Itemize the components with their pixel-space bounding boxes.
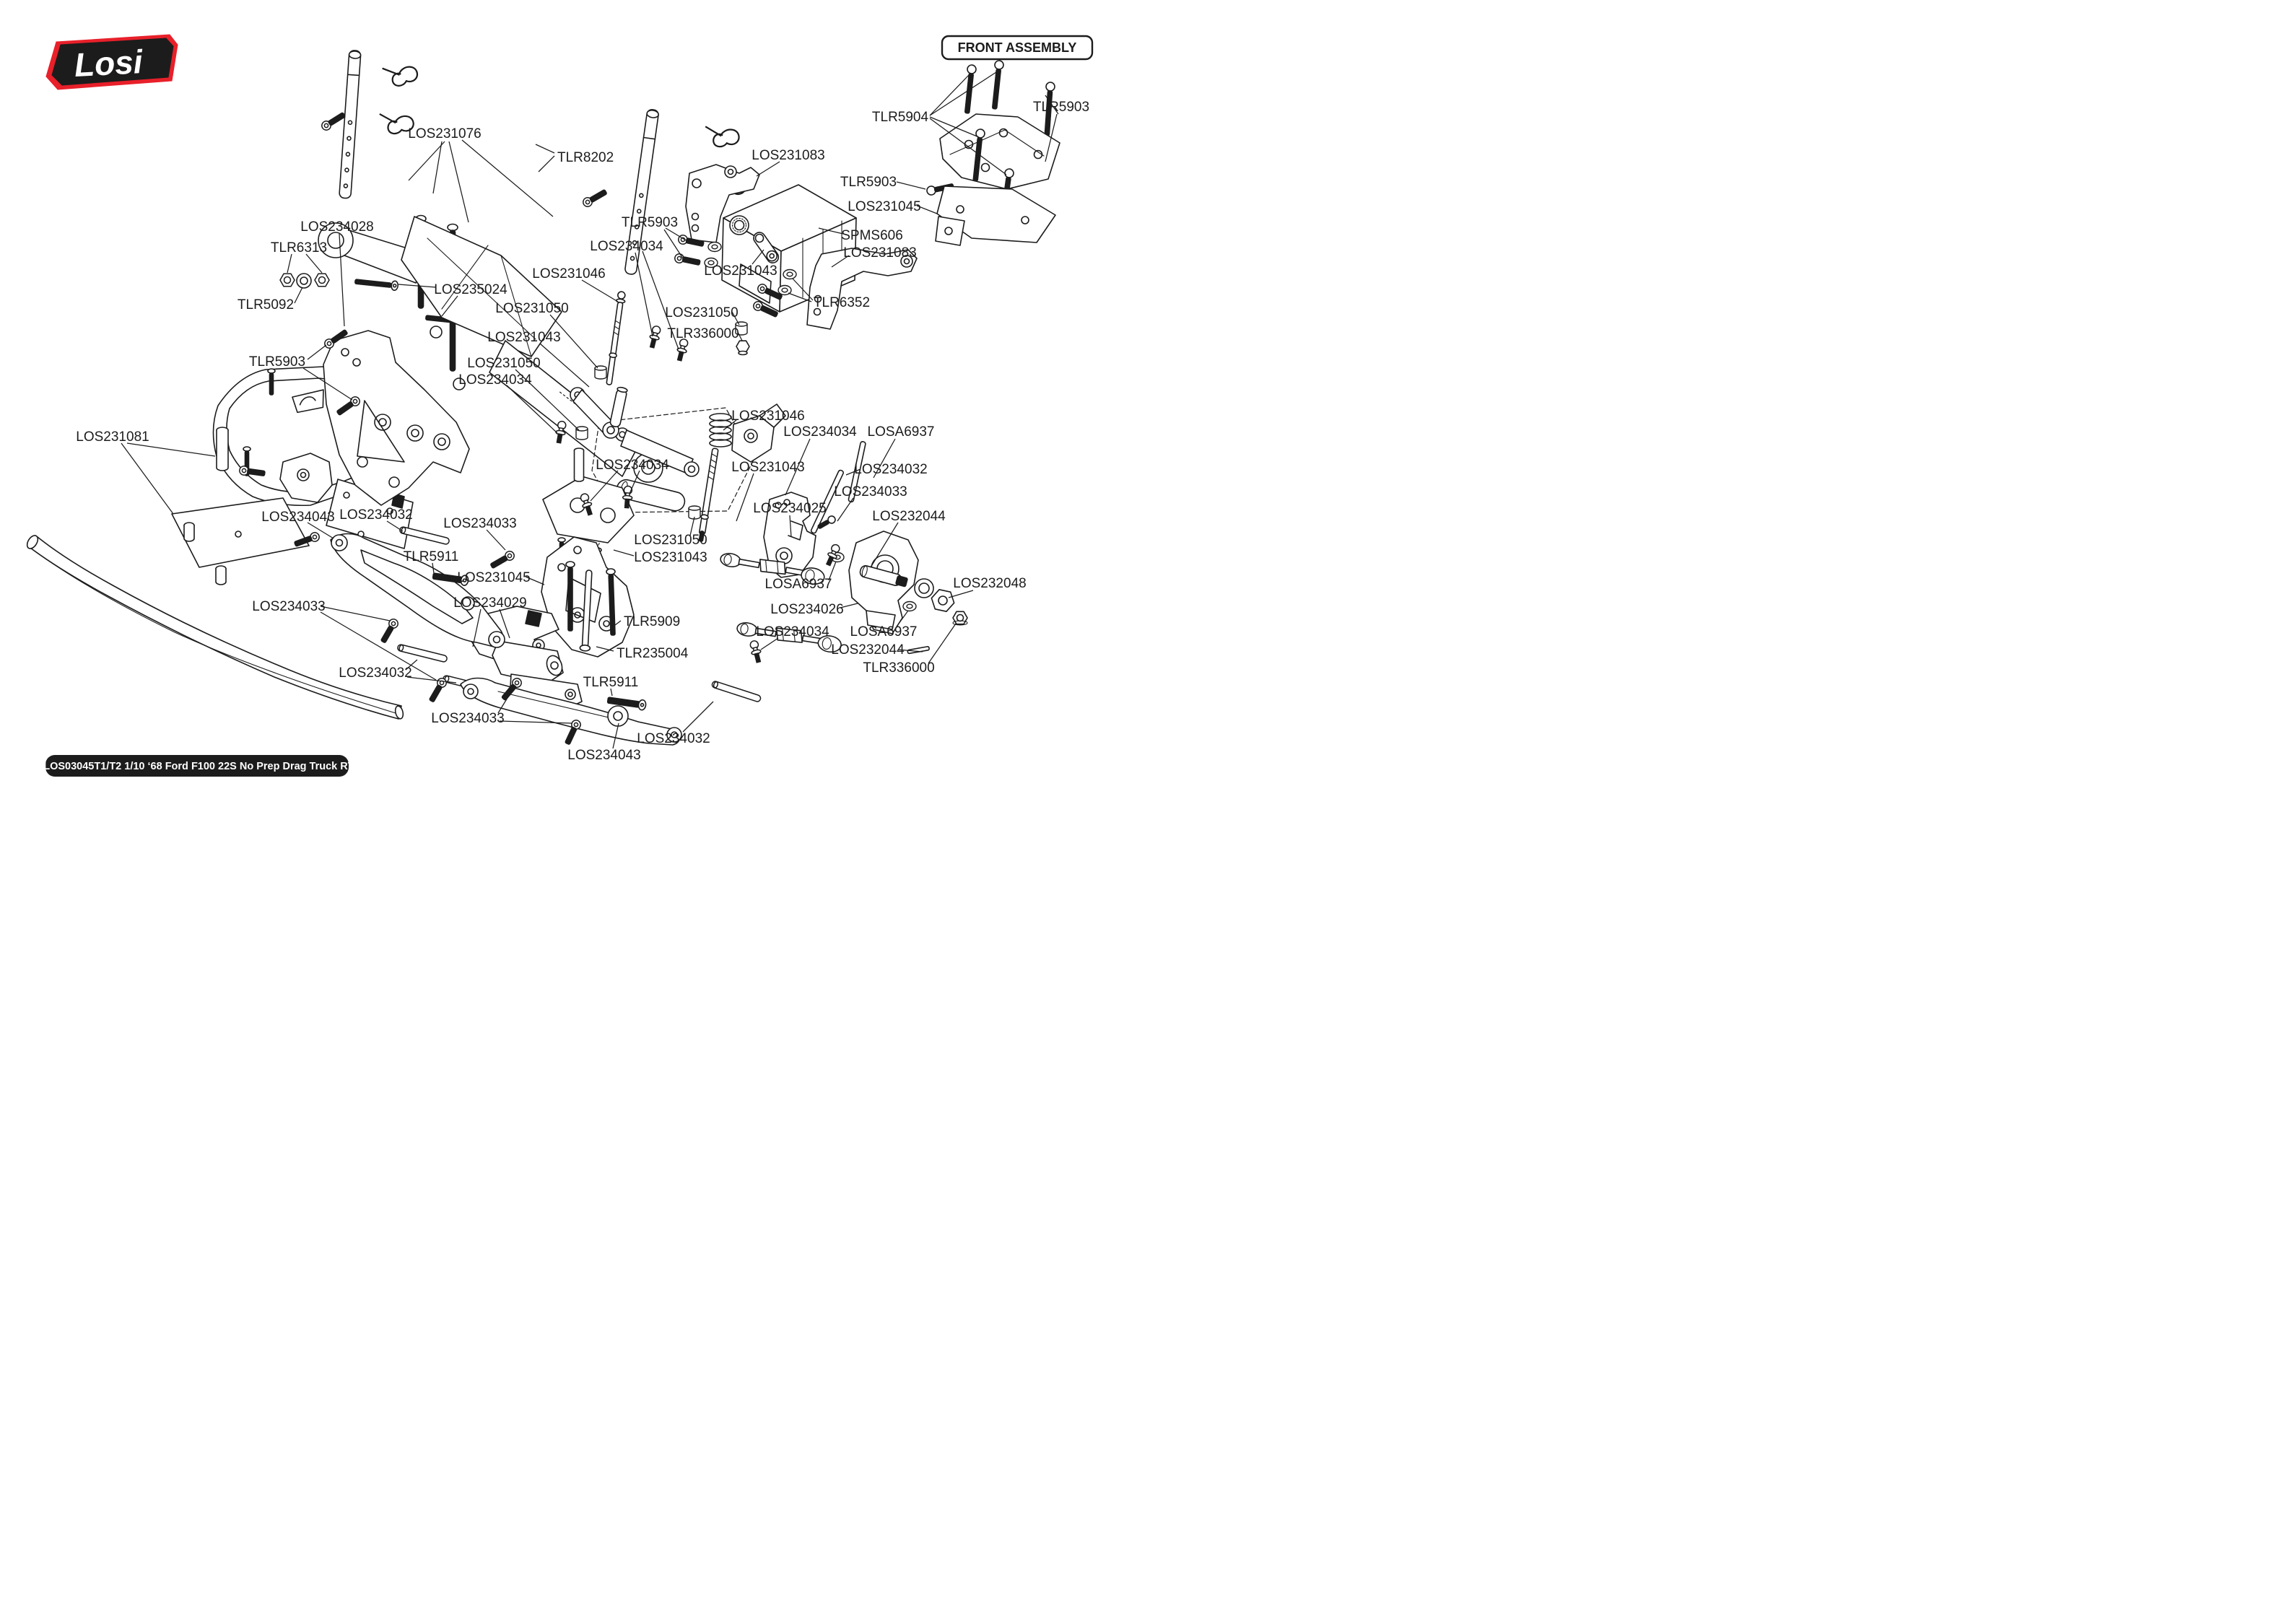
part-label: LOS231083 <box>752 148 825 164</box>
part-label: LOS234032 <box>854 462 928 478</box>
part-label: LOS234032 <box>339 507 413 523</box>
title-box <box>942 36 1092 59</box>
part-label: TLR5903 <box>621 215 679 231</box>
part-label: TLR336000 <box>667 326 739 342</box>
part-label: TLR5092 <box>237 297 295 313</box>
leader-line <box>736 473 754 521</box>
leader-line <box>487 530 505 550</box>
part-label: TLR5904 <box>871 110 929 126</box>
part-label: LOS231043 <box>634 550 707 566</box>
part-label: LOS234033 <box>431 711 505 727</box>
part-label: LOS231046 <box>532 266 606 282</box>
leader-line <box>928 624 956 663</box>
part-label: LOS232044 <box>831 642 905 658</box>
part-label: LOS234034 <box>783 424 857 440</box>
part-label: LOS231076 <box>408 126 482 142</box>
leader-line <box>635 253 653 336</box>
part-label: LOS231081 <box>76 429 149 445</box>
page-title: FRONT ASSEMBLY <box>957 40 1077 55</box>
part-label: LOS234034 <box>590 239 663 255</box>
leader-line <box>127 443 215 456</box>
part-label: LOS231045 <box>848 199 921 215</box>
leader-line <box>295 287 302 303</box>
steering-spring-post <box>697 414 731 542</box>
part-label: LOS234032 <box>637 731 710 747</box>
part-label: TLR8202 <box>557 150 614 166</box>
part-label: LOSA6937 <box>850 624 918 640</box>
leader-line <box>761 638 778 650</box>
leader-line <box>949 590 973 598</box>
part-label: LOS232048 <box>953 576 1027 592</box>
part-label: SPMS606 <box>841 228 903 244</box>
part-label: TLR5909 <box>624 614 681 630</box>
leader-line <box>582 280 618 302</box>
part-label: LOS234034 <box>596 458 669 473</box>
brand-text: Losi <box>73 43 144 84</box>
part-label: LOS235024 <box>434 282 507 298</box>
part-label: LOS231083 <box>843 245 917 261</box>
part-label: TLR5903 <box>248 354 306 370</box>
part-label: LOS231045 <box>457 570 531 586</box>
part-label: LOS234034 <box>756 624 829 640</box>
part-label: TLR5911 <box>583 675 639 691</box>
part-label: TLR235004 <box>617 646 689 662</box>
losi-logo <box>46 35 178 90</box>
footer-badge <box>32 755 362 777</box>
part-label: LOS234043 <box>261 510 335 525</box>
leader-line <box>664 230 683 258</box>
part-label: LOS234025 <box>753 501 827 517</box>
part-label: LOS231043 <box>731 460 805 476</box>
footer-text: C-LOS03045T1/T2 1/10 ‘68 Ford F100 22S No Prep Drag Truck RTR <box>32 761 362 772</box>
leader-line <box>121 443 173 514</box>
leader-line <box>930 75 969 115</box>
part-label: TLR5903 <box>1032 100 1090 115</box>
part-label: LOS234034 <box>458 372 532 388</box>
leader-line <box>536 144 554 153</box>
leader-line <box>683 702 713 732</box>
leader-line <box>757 162 780 176</box>
part-label: LOS234033 <box>252 599 326 615</box>
part-label: LOS231043 <box>704 263 777 279</box>
leader-line <box>287 254 292 273</box>
leader-line <box>897 182 925 189</box>
part-label: LOS234029 <box>453 595 527 611</box>
part-label: TLR6352 <box>813 295 871 311</box>
part-label: LOS231050 <box>665 305 739 321</box>
leader-line <box>539 156 554 172</box>
part-label: LOS231043 <box>487 330 561 346</box>
leader-line <box>614 550 634 556</box>
part-label: LOSA6937 <box>764 577 832 593</box>
part-label: LOS234032 <box>339 665 412 681</box>
part-label: LOS231050 <box>634 533 707 549</box>
part-label: LOS234026 <box>770 602 844 618</box>
leader-line <box>308 345 326 359</box>
body-post-left-part <box>320 50 419 198</box>
part-label: LOS231046 <box>731 409 805 424</box>
part-label: LOS234033 <box>443 516 517 532</box>
part-label: LOS234043 <box>567 748 641 764</box>
part-label: TLR336000 <box>863 660 935 676</box>
part-label: LOS234033 <box>834 484 907 500</box>
leader-line <box>449 141 469 222</box>
leader-line <box>306 254 322 273</box>
part-label: TLR6313 <box>270 240 328 256</box>
part-label: TLR5903 <box>840 175 897 191</box>
part-label: LOS231050 <box>467 356 541 372</box>
part-label: LOS234028 <box>300 219 374 235</box>
part-label: LOSA6937 <box>867 424 935 440</box>
leader-line <box>837 498 853 521</box>
chassis-mount-right-part <box>926 60 1060 245</box>
part-label: LOS231050 <box>495 301 569 317</box>
leader-line <box>462 140 553 217</box>
part-label: LOS232044 <box>872 509 946 525</box>
front-assembly-diagram <box>0 0 1137 812</box>
leader-line <box>409 141 445 180</box>
leader-line <box>930 72 996 115</box>
exploded-parts-diagram-page <box>0 0 1137 812</box>
part-label: TLR5911 <box>403 549 459 565</box>
